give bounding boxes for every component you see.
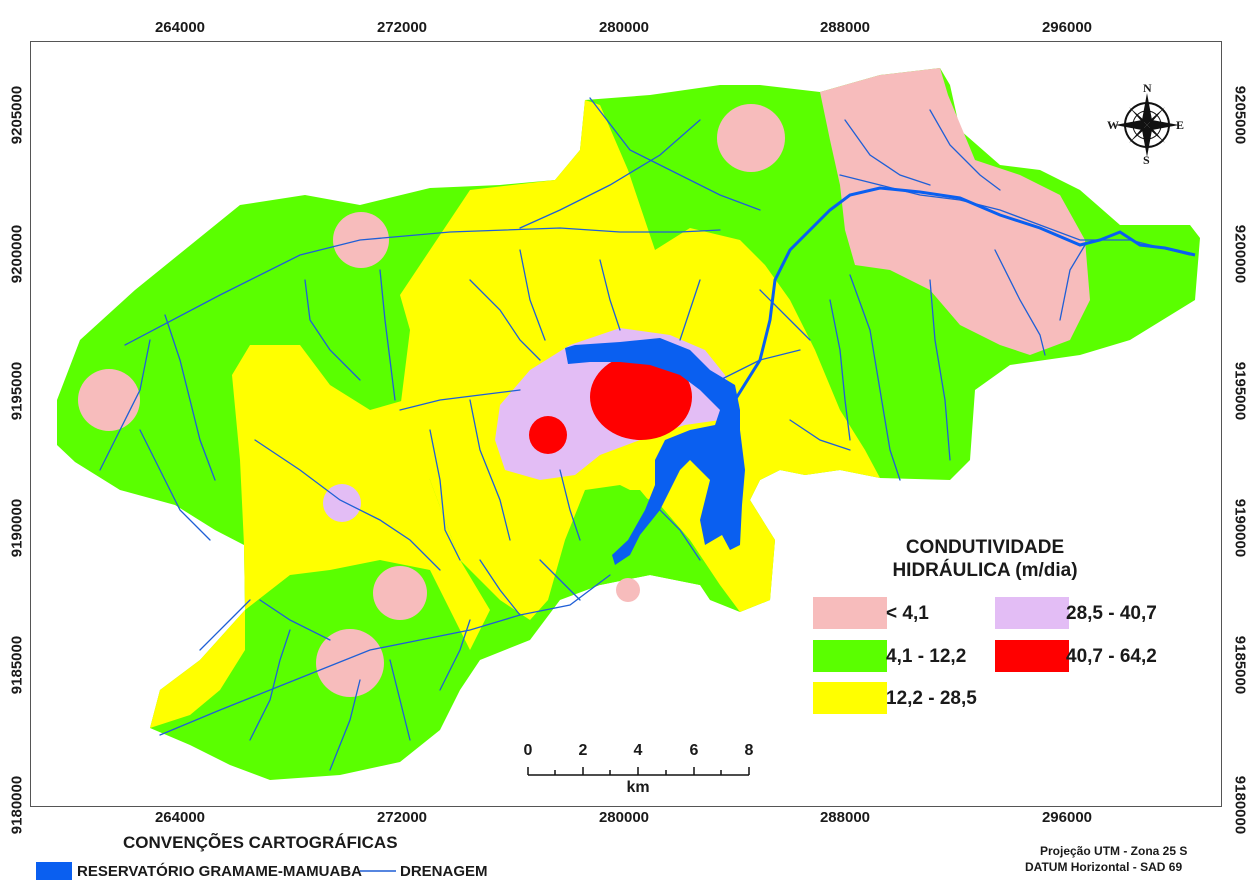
legend-title [880,537,1090,583]
scale-unit: km [626,779,650,796]
pink-zone-circle [78,369,140,431]
legend-label-4-12: 4,1 - 12,2 [886,646,967,667]
legend-label-40-64: 40,7 - 64,2 [1066,646,1157,667]
legend-title-line2: HIDRÁULICA (m/dia) [892,559,1078,581]
legend-swatch-4-12 [813,640,887,672]
pink-zone-circle [616,578,640,602]
x-tick-bottom: 288000 [819,809,871,826]
red-zone-circle [529,416,567,454]
purple-zone-circle [323,484,361,522]
pink-zone-circle [717,104,785,172]
legend-label-lt4: < 4,1 [886,603,929,624]
y-tick-right: 9190000 [1231,498,1249,558]
x-tick-top: 280000 [598,19,650,36]
legend-swatch-lt4 [813,597,887,629]
x-tick-bottom: 264000 [154,809,206,826]
compass-icon [1115,93,1179,157]
y-tick-right: 9180000 [1231,775,1249,835]
reservoir-legend-label: RESERVATÓRIO GRAMAME-MAMUABA [77,863,362,880]
y-tick-left: 9200000 [8,224,26,284]
compass-w: W [1107,118,1119,132]
x-tick-top: 272000 [376,19,428,36]
reservoir-legend-swatch [36,862,72,880]
y-tick-right: 9195000 [1231,361,1249,421]
y-tick-left: 9190000 [8,498,26,558]
y-tick-left: 9180000 [8,775,26,835]
y-tick-left: 9195000 [8,361,26,421]
scale-number: 2 [578,742,588,759]
compass-e: E [1176,118,1185,132]
legend-label-12-28: 12,2 - 28,5 [886,688,977,709]
projection-line1: Projeção UTM - Zona 25 S [1040,844,1188,858]
compass-s: S [1143,153,1150,167]
y-tick-left: 9205000 [8,85,26,145]
y-tick-left: 9185000 [8,635,26,695]
scale-number: 6 [689,742,699,759]
x-tick-top: 296000 [1041,19,1093,36]
legend-swatch-40-64 [995,640,1069,672]
compass-n: N [1143,81,1152,95]
legend-swatch-28-40 [995,597,1069,629]
pink-zone-circle [316,629,384,697]
y-tick-right: 9205000 [1231,85,1249,145]
pink-zone-circle [373,566,427,620]
legend-swatch-12-28 [813,682,887,714]
projection-line2: DATUM Horizontal - SAD 69 [1025,860,1183,874]
legend-label-28-40: 28,5 - 40,7 [1066,603,1157,624]
scale-number: 8 [744,742,754,759]
y-tick-right: 9200000 [1231,224,1249,284]
scale-number: 0 [523,742,533,759]
scale-bar [528,767,749,775]
x-tick-top: 288000 [819,19,871,36]
x-tick-bottom: 280000 [598,809,650,826]
x-tick-bottom: 272000 [376,809,428,826]
x-tick-bottom: 296000 [1041,809,1093,826]
x-tick-top: 264000 [154,19,206,36]
conventions-title: CONVENÇÕES CARTOGRÁFICAS [123,833,398,852]
drainage-legend-label: DRENAGEM [400,863,488,880]
y-tick-right: 9185000 [1231,635,1249,695]
legend-title-line1: CONDUTIVIDADE [905,537,1065,558]
scale-number: 4 [633,742,643,759]
